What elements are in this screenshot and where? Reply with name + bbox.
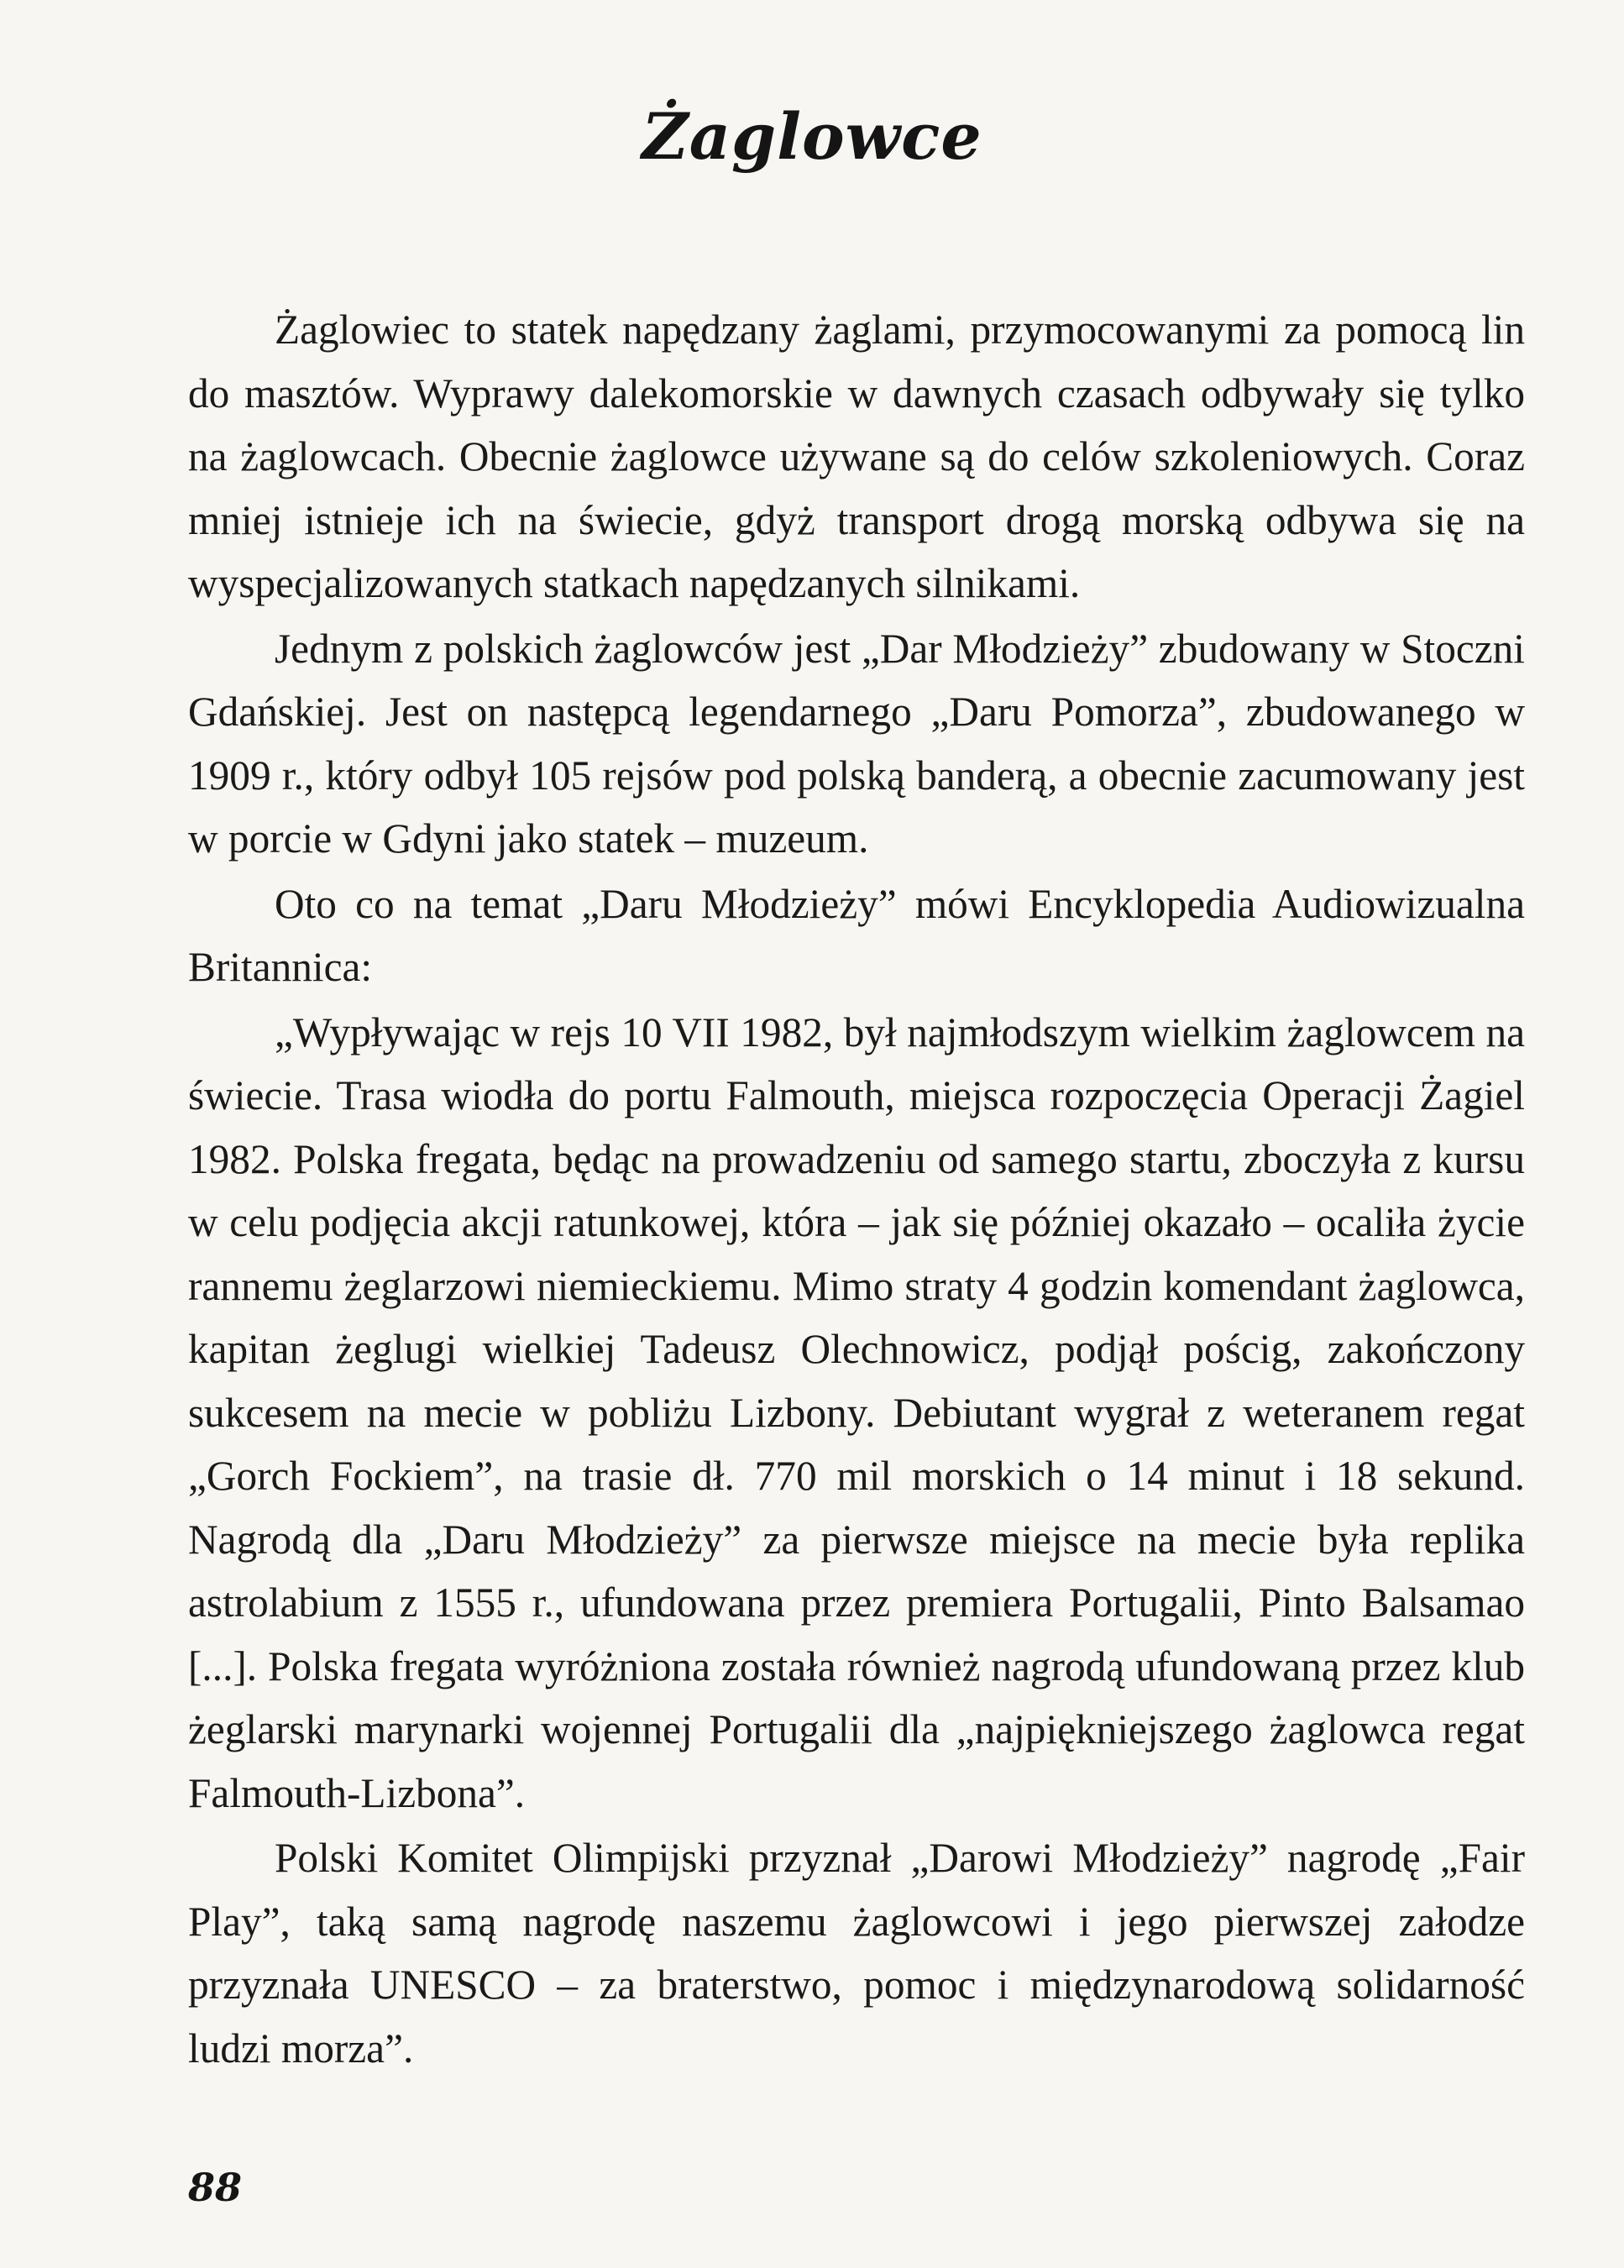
paragraph: Oto co na temat „Daru Młodzieży” mówi Encyklopedia Audiowizualna Britannica: [188, 880, 1525, 990]
paragraph: Jednym z polskich żaglowców jest „Dar Młodzieży” zbudowany w Stoczni Gdańskiej. Jest on następcą legendarnego „Daru Pomorza”, zbudowanego w 1909 r., który odbył 105 rejsów pod polską banderą, a obecnie zacumowany jest w porcie w Gdyni jako statek – muzeum. [188, 625, 1525, 862]
page-number: 88 [188, 2165, 243, 2210]
quote-paragraph: „Wypływając w rejs 10 VII 1982, był najmłodszym wielkim żaglowcem na świecie. Trasa wiodła do portu Falmouth, miejsca rozpoczęcia Operacji Żagiel 1982. Polska fregata, będąc na prowadzeniu od samego startu, zboczyła z kursu w celu podjęcia akcji ratunkowej, która – jak się później okazało – ocaliła życie rannemu żeglarzowi niemieckiemu. Mimo straty 4 godzin komendant żaglowca, kapitan żeglugi wielkiej Tadeusz Olechnowicz, podjął pościg, zakończony sukcesem na mecie w pobliżu Lizbony. Debiutant wygrał z weteranem regat „Gorch Fockiem”, na trasie dł. 770 mil morskich o 14 minut i 18 sekund. Nagrodą dla „Daru Młodzieży” za pierwsze miejsce na mecie była replika astrolabium z 1555 r., ufundowana przez premiera Portugalii, Pinto Balsamao [...]. Polska fregata wyróżniona została również nagrodą ufundowaną przez klub żeglarski marynarki wojennej Portugalii dla „najpiękniejszego żaglowca regat Falmouth-Lizbona”. [188, 1008, 1525, 1816]
paragraph: Żaglowiec to statek napędzany żaglami, przymocowanymi za pomocą lin do masztów. Wyprawy dalekomorskie w dawnych czasach odbywały się tylko na żaglowcach. Obecnie żaglowce używane są do celów szkoleniowych. Coraz mniej istnieje ich na świecie, gdyż transport drogą morską odbywa się na wyspecjalizowanych statkach napędzanych silnikami. [188, 306, 1525, 606]
chapter-title: Żaglowce [642, 99, 982, 174]
chapter-body [188, 298, 1525, 2082]
paragraph: Polski Komitet Olimpijski przyznał „Darowi Młodzieży” nagrodę „Fair Play”, taką samą nagrodę naszemu żaglowcowi i jego pierwszej załodze przyznała UNESCO – za braterstwo, pomoc i międzynarodową solidarność ludzi morza”. [188, 1835, 1525, 2072]
